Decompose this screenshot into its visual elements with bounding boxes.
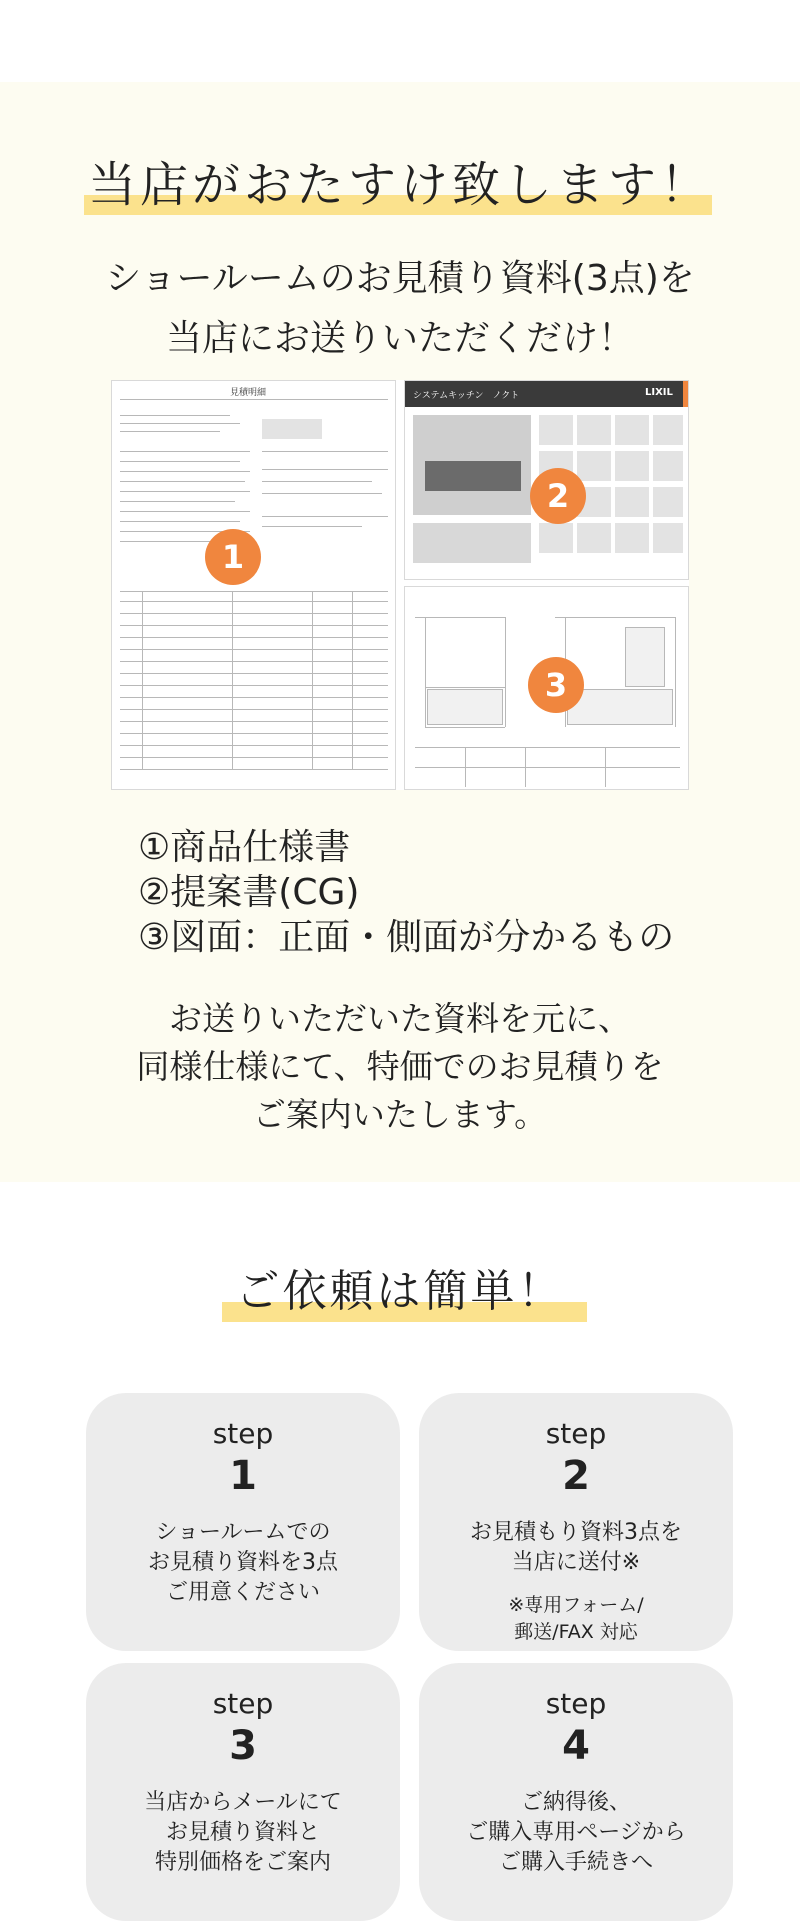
intro-line-1: ショールームのお見積り資料(3点)を (105, 258, 695, 299)
footnote-line: ※専用フォーム/ (508, 1594, 644, 1616)
badge-3: 3 (528, 657, 584, 713)
step-line: 特別価格をご案内 (154, 1850, 331, 1875)
intro-line-2: 当店にお送りいただくだけ！ (165, 318, 634, 359)
step-line: 当店に送付※ (511, 1550, 641, 1575)
drawing-image (404, 586, 689, 790)
step-line: お見積もり資料3点を (470, 1520, 682, 1545)
brand-logo: LIXIL (645, 387, 673, 398)
step-number: 1 (229, 1453, 257, 1499)
badge-1: 1 (205, 529, 261, 585)
step-description (419, 1788, 733, 1878)
steps-title: ご依頼は簡単！ (235, 1266, 565, 1317)
step-card-4 (419, 1663, 733, 1921)
step-footnote (419, 1592, 733, 1646)
step-line: ご購入専用ページから (466, 1820, 686, 1845)
step-line: 当店からメールにて (144, 1790, 342, 1815)
step-label: step (212, 1687, 274, 1720)
badge-2: 2 (530, 468, 586, 524)
step-description (419, 1518, 733, 1578)
step-number: 3 (229, 1723, 257, 1769)
documents-image (111, 380, 689, 790)
list-item: ②提案書(CG) (138, 872, 360, 913)
proposal-header (405, 381, 689, 407)
step-label: step (212, 1417, 274, 1450)
proposal-image (404, 380, 689, 580)
spec-sheet-image (111, 380, 396, 790)
step-number: 4 (562, 1723, 590, 1769)
spec-sheet-heading: 見積明細 (230, 388, 267, 398)
step-line: お見積り資料を3点 (148, 1550, 338, 1575)
note-line-3: ご案内いたします。 (252, 1095, 548, 1134)
quote-note (0, 995, 800, 1139)
step-line: ショールームでの (155, 1520, 331, 1545)
hero-intro (0, 249, 800, 369)
step-line: ご購入手続きへ (498, 1850, 653, 1875)
footnote-line: 郵送/FAX 対応 (514, 1621, 638, 1643)
proposal-heading: システムキッチン ノクト (413, 391, 520, 401)
step-label: step (545, 1417, 607, 1450)
step-card-3 (86, 1663, 400, 1921)
step-line: お見積り資料と (165, 1820, 320, 1845)
list-item: ①商品仕様書 (138, 827, 351, 868)
step-number: 2 (562, 1453, 590, 1499)
step-description (86, 1788, 400, 1878)
step-label: step (545, 1687, 607, 1720)
note-line-1: お送りいただいた資料を元に、 (169, 999, 631, 1038)
note-line-2: 同様仕様にて、特価でのお見積りを (136, 1047, 664, 1086)
list-item: ③図面：正面・側面が分かるもの (138, 917, 675, 958)
step-line: ご用意ください (165, 1580, 320, 1605)
step-card-2 (419, 1393, 733, 1651)
hero-title: 当店がおたすけ致します！ (87, 157, 712, 213)
step-description (86, 1518, 400, 1608)
document-list (138, 825, 674, 960)
step-line: ご納得後、 (520, 1790, 631, 1815)
step-card-1 (86, 1393, 400, 1651)
